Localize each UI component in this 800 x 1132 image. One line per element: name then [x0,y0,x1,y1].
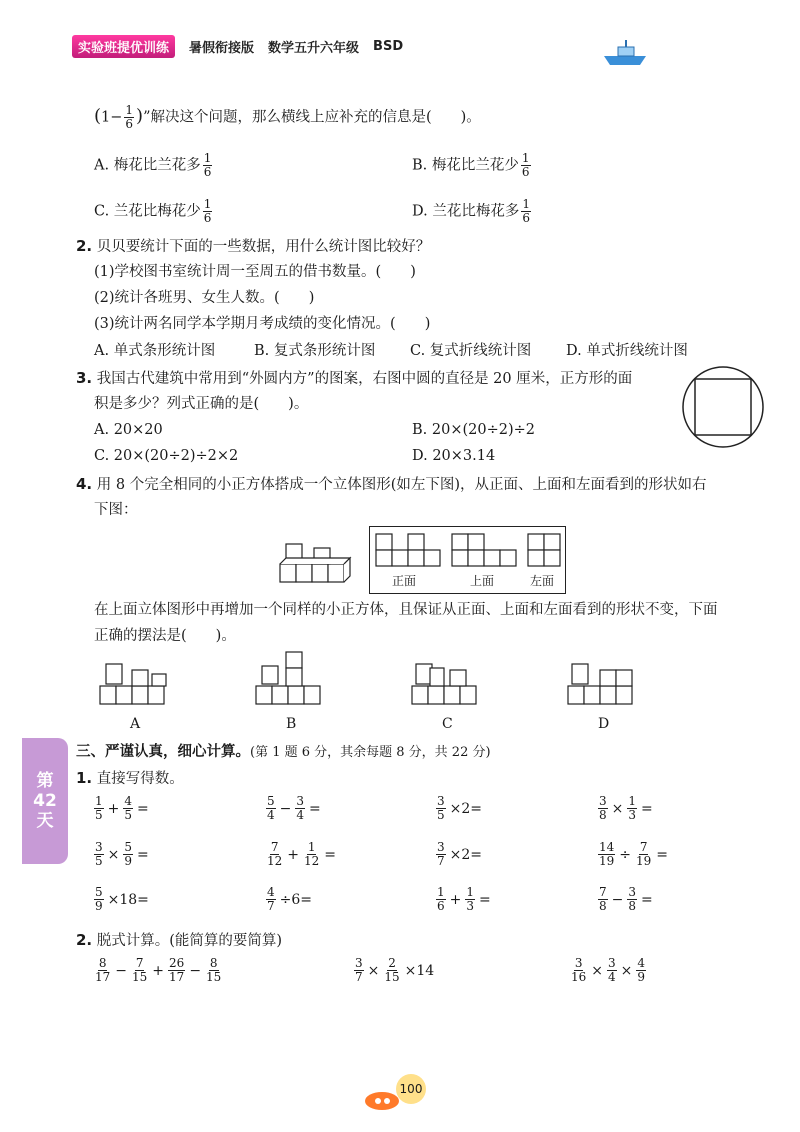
q2-option-c: C. 复式折线统计图 [410,343,532,359]
page-number: 100 [396,1074,426,1104]
cube-choice-a [96,654,178,712]
choice-label-c: C [442,716,453,732]
choice-label-a: A [130,716,141,732]
q2-item-3: (3)统计两名同学本学期月考成绩的变化情况。( ) [94,316,431,332]
q3-line-1 [76,368,632,389]
boat-icon [600,38,650,68]
q2-option-d: D. 单式折线统计图 [566,343,688,359]
q2-option-a: A. 单式条形统计图 [94,343,216,359]
calc2-item-3: $\frac{3}{16}$ × $\frac{3}{4}$ × $\frac{4}{9}$ [571,956,646,984]
section-3-heading [76,742,491,763]
q4-line-4: 正确的摆法是( )。 [94,628,236,644]
q2-stem [76,236,430,257]
calc1-title: 直接写得数。 [96,771,184,787]
calc-item-6: $\frac{7}{12}$ + $\frac{1}{12}$ = [267,840,337,868]
q4-line-2: 下图： [94,502,138,518]
calc-item-8: $\frac{14}{19}$ ÷ $\frac{7}{19}$ = [599,840,669,868]
calc2-item-2: $\frac{3}{7}$ × $\frac{2}{15}$ ×14 [355,956,435,984]
q4-line-1 [76,474,707,495]
day-tab-suffix: 天 [36,811,54,831]
calc-item-2: $\frac{5}{4}$ − $\frac{3}{4}$ = [267,794,321,822]
section-3-title: 三、严谨认真，细心计算。 [76,743,250,760]
q1-tail: ”解决这个问题，那么横线上应补充的信息是( )。 [143,109,481,126]
calc1-heading [76,768,184,789]
q1-option-a: A. 梅花比兰花多 $\frac{1}{6}$ [94,151,212,179]
choice-label-d: D [598,716,610,732]
choice-label-b: B [286,716,297,732]
q1-option-d: D. 兰花比梅花多 $\frac{1}{6}$ [412,197,530,225]
q3-option-d: D. 20×3.14 [412,448,496,464]
brand-label: 实验班提优训练 [72,35,175,58]
code-label: BSD [373,38,404,54]
view-label-left: 左面 [530,574,555,588]
calc-item-1: $\frac{1}{5}$ + $\frac{4}{5}$ = [95,794,149,822]
q2-text: 贝贝要统计下面的一些数据，用什么统计图比较好？ [96,239,431,255]
q1-option-b: B. 梅花比兰花少 $\frac{1}{6}$ [412,151,530,179]
day-tab [22,738,68,864]
calc2-heading [76,930,282,951]
q3-text-1: 我国古代建筑中常用到“外圆内方”的图案，右图中圆的直径是 20 厘米，正方形的面 [96,371,633,387]
q1-option-c-text: C. 兰花比梅花少 [94,203,201,220]
calc-item-11: $\frac{1}{6}$ + $\frac{1}{3}$ = [437,885,491,913]
calc-item-4: $\frac{3}{8}$ × $\frac{1}{3}$ = [599,794,653,822]
calc-item-7: $\frac{3}{7}$ ×2= [437,840,483,868]
q4-number: 4. [76,475,93,493]
q4-text-1: 用 8 个完全相同的小正方体搭成一个立体图形(如左下图)，从正面、上面和左面看到的形状如右 [96,477,707,493]
q1-option-b-text: B. 梅花比兰花少 [412,157,519,174]
cube-figure-main [276,538,354,588]
view-label-front: 正面 [392,574,417,588]
circle-square-figure [680,364,766,450]
subject-label: 数学五升六年级 [268,40,360,56]
q1-option-d-text: D. 兰花比梅花多 [412,203,520,220]
q3-number: 3. [76,369,93,387]
q2-item-2: (2)统计各班男、女生人数。( ) [94,290,315,306]
q3-option-a: A. 20×20 [94,422,163,438]
q2-number: 2. [76,237,93,255]
q2-item-1: (1)学校图书室统计周一至周五的借书数量。( ) [94,264,416,280]
q2-option-b: B. 复式条形统计图 [254,343,376,359]
q1-stem: (1− $\frac{1}{6}$ )”解决这个问题，那么横线上应补充的信息是( )。 [94,103,481,131]
q1-option-a-text: A. 梅花比兰花多 [94,157,201,174]
calc-item-12: $\frac{7}{8}$ − $\frac{3}{8}$ = [599,885,653,913]
calc-item-5: $\frac{3}{5}$ × $\frac{5}{9}$ = [95,840,149,868]
section-3-note: (第 1 题 6 分，其余每题 8 分，共 22 分) [250,745,491,760]
page-header [72,33,403,59]
calc2-title: 脱式计算。(能简算的要简算) [96,933,283,949]
three-views-drawing [372,530,562,570]
cube-choice-c [408,654,490,712]
cube-choice-b [252,650,334,712]
calc-item-9: $\frac{5}{9}$ ×18= [95,885,149,913]
q4-line-3: 在上面立体图形中再增加一个同样的小正方体，且保证从正面、上面和左面看到的形状不变，下面 [94,602,718,618]
q1-option-c: C. 兰花比梅花少 $\frac{1}{6}$ [94,197,212,225]
calc1-number: 1. [76,769,93,787]
calc-item-10: $\frac{4}{7}$ ÷6= [267,885,313,913]
q3-option-b: B. 20×(20÷2)÷2 [412,422,535,438]
view-label-top: 上面 [470,574,495,588]
calc-item-3: $\frac{3}{5}$ ×2= [437,794,483,822]
q3-line-2: 积是多少？列式正确的是( )。 [94,396,309,412]
cube-choice-d [564,654,646,712]
calc2-item-1: $\frac{8}{17}$ − $\frac{7}{15}$ + $\frac{26}{17}$ − $\frac{8}{15}$ [95,956,222,984]
q3-option-c: C. 20×(20÷2)÷2×2 [94,448,239,464]
calc2-number: 2. [76,931,93,949]
edition-label: 暑假衔接版 [189,40,255,56]
day-tab-number: 42 [33,791,57,811]
day-tab-prefix: 第 [36,771,54,791]
